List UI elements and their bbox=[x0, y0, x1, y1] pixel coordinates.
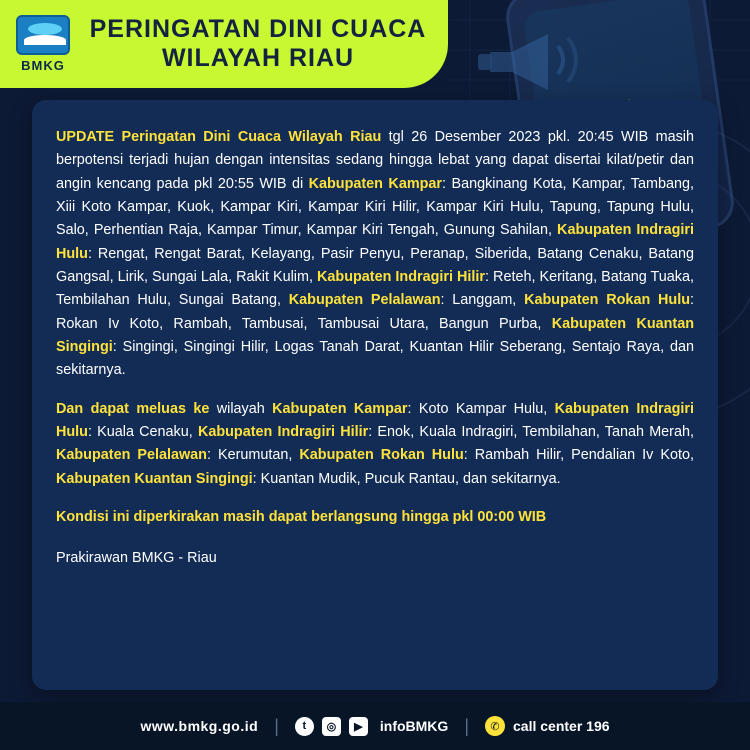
region-highlight: Kabupaten Indragiri Hulu bbox=[56, 222, 694, 262]
region-highlight: Kabupaten Pelalawan bbox=[288, 292, 441, 309]
header-titles bbox=[86, 15, 448, 73]
forecaster-signature: Prakirawan BMKG - Riau bbox=[56, 550, 217, 567]
text-run: : Rokan Iv Koto, Rambah, Tambusai, Tambusai Utara, Bangun Purba, bbox=[56, 292, 694, 332]
region-highlight: Dan dapat meluas ke bbox=[56, 400, 210, 417]
warning-body bbox=[56, 126, 694, 571]
region-highlight: Kabupaten Indragiri Hilir bbox=[317, 268, 486, 285]
region-highlight: Kabupaten Rokan Hulu bbox=[524, 292, 690, 309]
text-run: : Bangkinang Kota, Kampar, Tambang, Xiii Koto Kampar, Kuok, Kampar Kiri, Kampar Kiri Hilir, Kampar Kiri Hulu, Tapung, Tapung Hulu, Salo, Perhentian Raja, Kampar Timur, Kampar Kiri Tengah, Gunung Sahilan, bbox=[56, 175, 694, 239]
region-highlight: Kabupaten Kampar bbox=[272, 400, 408, 417]
phone-icon: ✆ bbox=[485, 716, 505, 736]
region-highlight: Kabupaten Kuantan Singingi bbox=[56, 470, 253, 487]
region-highlight: Kabupaten Kampar bbox=[308, 175, 443, 192]
footer-handle[interactable]: infoBMKG bbox=[379, 718, 449, 734]
youtube-icon[interactable]: ▶ bbox=[349, 717, 368, 736]
text-run: : Rambah Hilir, Pendalian Iv Koto, bbox=[463, 447, 694, 464]
text-run: : Langgam, bbox=[440, 292, 525, 309]
text-run: tgl 26 Desember 2023 pkl. 20:45 WIB masih berpotensi terjadi hujan dengan intensitas sedang hingga lebat yang dapat disertai kilat/petir dan angin kencang pada pkl 20:55 WIB di bbox=[56, 129, 694, 192]
text-run: : Reteh, Keritang, Batang Tuaka, Tembilahan Hulu, Sungai Batang, bbox=[56, 268, 694, 309]
warning-duration-note: Kondisi ini diperkirakan masih dapat berlangsung hingga pkl 00:00 WIB bbox=[56, 508, 547, 525]
region-highlight: UPDATE Peringatan Dini Cuaca Wilayah Riau bbox=[56, 129, 382, 145]
region-highlight: Kabupaten Kuantan Singingi bbox=[56, 315, 694, 355]
region-highlight: Kabupaten Rokan Hulu bbox=[299, 447, 464, 464]
warning-paragraph-1 bbox=[56, 126, 694, 383]
footer-website[interactable]: www.bmkg.go.id bbox=[140, 718, 259, 734]
warning-paragraph-2 bbox=[56, 398, 694, 491]
footer-call-group bbox=[485, 716, 610, 736]
region-highlight: Kabupaten Indragiri Hulu bbox=[56, 400, 694, 440]
footer-separator-2: | bbox=[464, 715, 469, 736]
page-title-line2: WILAYAH RIAU bbox=[161, 44, 355, 72]
header-banner bbox=[0, 0, 448, 88]
footer-bar bbox=[0, 702, 750, 750]
twitter-icon[interactable]: t bbox=[295, 717, 314, 736]
warning-card bbox=[32, 100, 718, 690]
bmkg-logo-label: BMKG bbox=[21, 58, 65, 73]
page-title-line1: PERINGATAN DINI CUACA bbox=[89, 15, 427, 44]
footer-separator-1: | bbox=[274, 715, 279, 736]
instagram-icon[interactable]: ◎ bbox=[322, 717, 341, 736]
text-run: : Kuala Cenaku, bbox=[87, 423, 198, 440]
footer-call-center: call center 196 bbox=[513, 718, 610, 734]
megaphone-icon bbox=[470, 20, 590, 100]
text-run: : Kuantan Mudik, Pucuk Rantau, dan sekitarnya. bbox=[252, 470, 561, 487]
text-run: : Kerumutan, bbox=[206, 447, 300, 464]
text-run: : Koto Kampar Hulu, bbox=[407, 400, 555, 417]
footer-social-group bbox=[295, 717, 448, 736]
bmkg-emblem-icon bbox=[16, 15, 70, 55]
text-run: : Rengat, Rengat Barat, Kelayang, Pasir Penyu, Peranap, Siberida, Batang Cenaku, Batang Gangsal, Lirik, Sungai Lala, Rakit Kulim, bbox=[56, 245, 694, 285]
bmkg-logo bbox=[0, 0, 86, 88]
text-run: wilayah bbox=[209, 400, 273, 417]
region-highlight: Kabupaten Indragiri Hilir bbox=[197, 423, 369, 440]
text-run: : Enok, Kuala Indragiri, Tembilahan, Tanah Merah, bbox=[368, 423, 694, 440]
region-highlight: Kabupaten Pelalawan bbox=[56, 447, 207, 464]
text-run: : Singingi, Singingi Hilir, Logas Tanah Darat, Kuantan Hilir Seberang, Sentajo Raya, dan sekitarnya. bbox=[56, 338, 694, 379]
